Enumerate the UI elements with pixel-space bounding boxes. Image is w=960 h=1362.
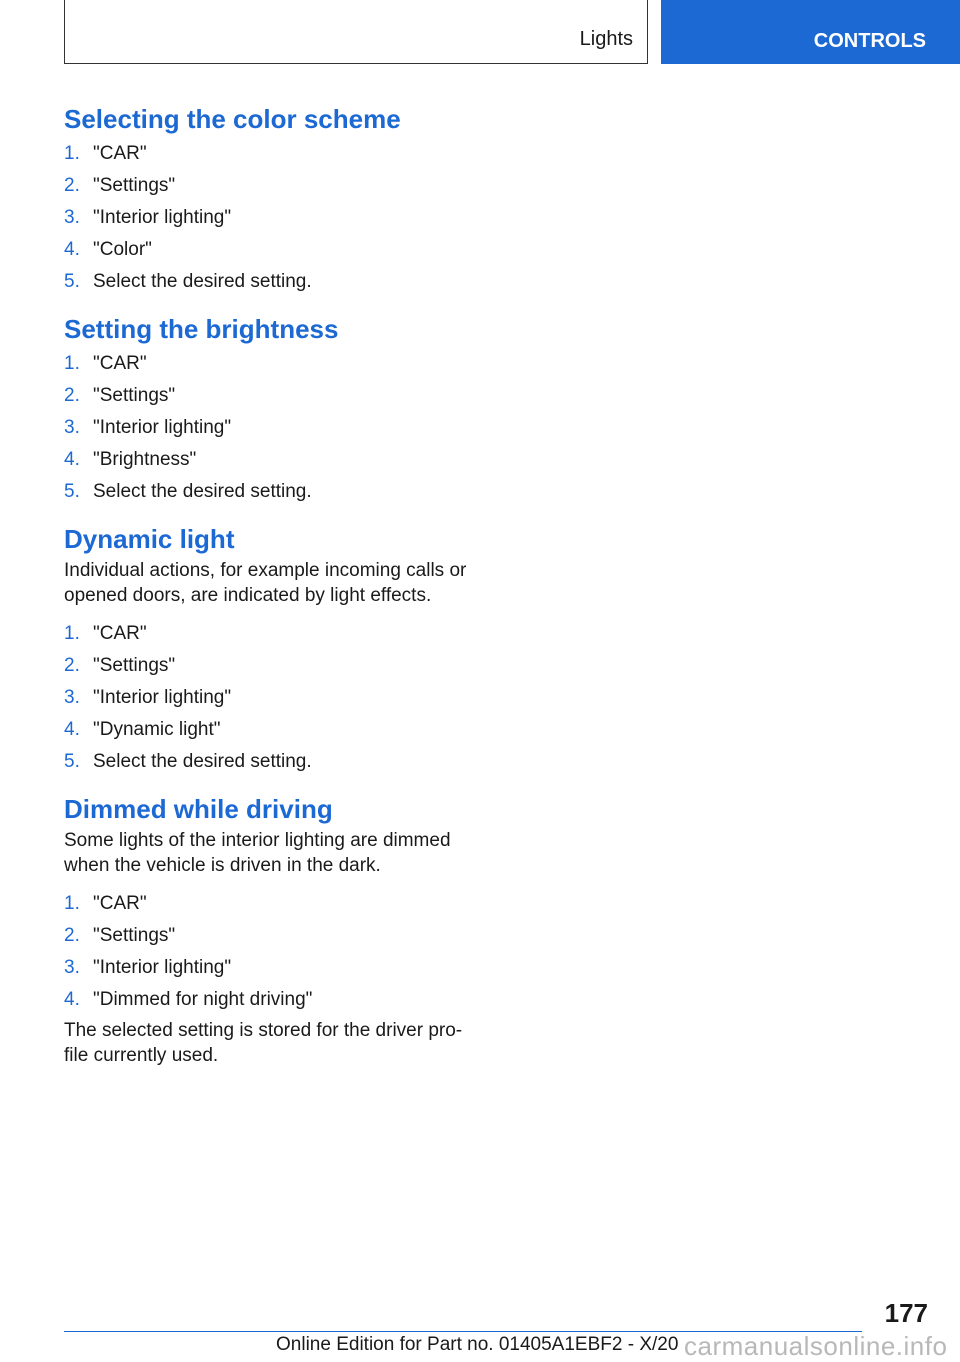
section-title: Setting the brightness (64, 314, 339, 344)
step-item (64, 138, 484, 170)
step-text: Select the desired setting. (93, 271, 312, 292)
step-item (64, 952, 484, 984)
step-item (64, 618, 484, 650)
section-title: Dimmed while driving (64, 794, 333, 824)
step-number: 3. (64, 207, 80, 228)
step-item (64, 170, 484, 202)
step-item (64, 888, 484, 920)
section-title: Dynamic light (64, 524, 235, 554)
step-text: Select the desired setting. (93, 751, 312, 772)
footer-edition: Online Edition for Part no. 01405A1EBF2 - X/20 (276, 1334, 679, 1355)
header-chapter-label: CONTROLS (813, 30, 926, 52)
step-text: "Settings" (93, 655, 176, 676)
step-list (64, 138, 484, 298)
watermark: carmanualsonline.info (684, 1331, 948, 1361)
step-item (64, 380, 484, 412)
step-item (64, 682, 484, 714)
step-number: 5. (64, 271, 80, 292)
step-text: "Dimmed for night driving" (93, 989, 313, 1010)
step-item (64, 476, 484, 508)
step-number: 4. (64, 989, 80, 1010)
step-number: 1. (64, 353, 80, 374)
page-number: 177 (884, 1298, 928, 1328)
step-text: "CAR" (93, 353, 147, 374)
step-number: 1. (64, 893, 80, 914)
step-text: "Settings" (93, 925, 176, 946)
step-text: "CAR" (93, 893, 147, 914)
step-item (64, 746, 484, 778)
step-item (64, 348, 484, 380)
section-intro: Individual actions, for example incoming calls or opened doors, are indicated by light effects. (64, 560, 467, 606)
step-text: "Color" (93, 239, 152, 260)
step-text: "Settings" (93, 175, 176, 196)
section-dynamic-light (64, 520, 484, 778)
step-list (64, 618, 484, 778)
step-number: 3. (64, 957, 80, 978)
header-chapter-tab (661, 0, 960, 64)
section-color-scheme (64, 100, 484, 298)
step-number: 2. (64, 655, 80, 676)
step-text: "CAR" (93, 623, 147, 644)
step-item (64, 650, 484, 682)
step-text: Select the desired setting. (93, 481, 312, 502)
section-brightness (64, 310, 484, 508)
step-list (64, 888, 484, 1016)
step-number: 2. (64, 385, 80, 406)
step-text: "Brightness" (93, 449, 197, 470)
step-text: "Interior lighting" (93, 957, 232, 978)
page-content (64, 100, 484, 1080)
step-item (64, 234, 484, 266)
step-text: "Interior lighting" (93, 207, 232, 228)
step-number: 4. (64, 719, 80, 740)
section-intro: Some lights of the interior lighting are dimmed when the vehicle is driven in the dark. (64, 830, 451, 876)
step-item (64, 444, 484, 476)
header-section-box (64, 0, 648, 64)
step-list (64, 348, 484, 508)
section-dimmed-driving (64, 790, 484, 1068)
section-title: Selecting the color scheme (64, 104, 401, 134)
step-number: 4. (64, 449, 80, 470)
step-number: 3. (64, 687, 80, 708)
step-text: "Settings" (93, 385, 176, 406)
step-text: "Interior lighting" (93, 417, 232, 438)
step-number: 1. (64, 623, 80, 644)
step-item (64, 714, 484, 746)
step-item (64, 920, 484, 952)
step-number: 5. (64, 481, 80, 502)
step-number: 1. (64, 143, 80, 164)
step-number: 4. (64, 239, 80, 260)
step-text: "CAR" (93, 143, 147, 164)
step-text: "Dynamic light" (93, 719, 221, 740)
step-number: 3. (64, 417, 80, 438)
step-item (64, 412, 484, 444)
step-item (64, 266, 484, 298)
step-number: 5. (64, 751, 80, 772)
step-item (64, 984, 484, 1016)
header-section-title: Lights (579, 28, 633, 50)
step-text: "Interior lighting" (93, 687, 232, 708)
section-outro: The selected setting is stored for the driver pro-file currently used. (64, 1020, 463, 1066)
step-number: 2. (64, 175, 80, 196)
step-number: 2. (64, 925, 80, 946)
step-item (64, 202, 484, 234)
